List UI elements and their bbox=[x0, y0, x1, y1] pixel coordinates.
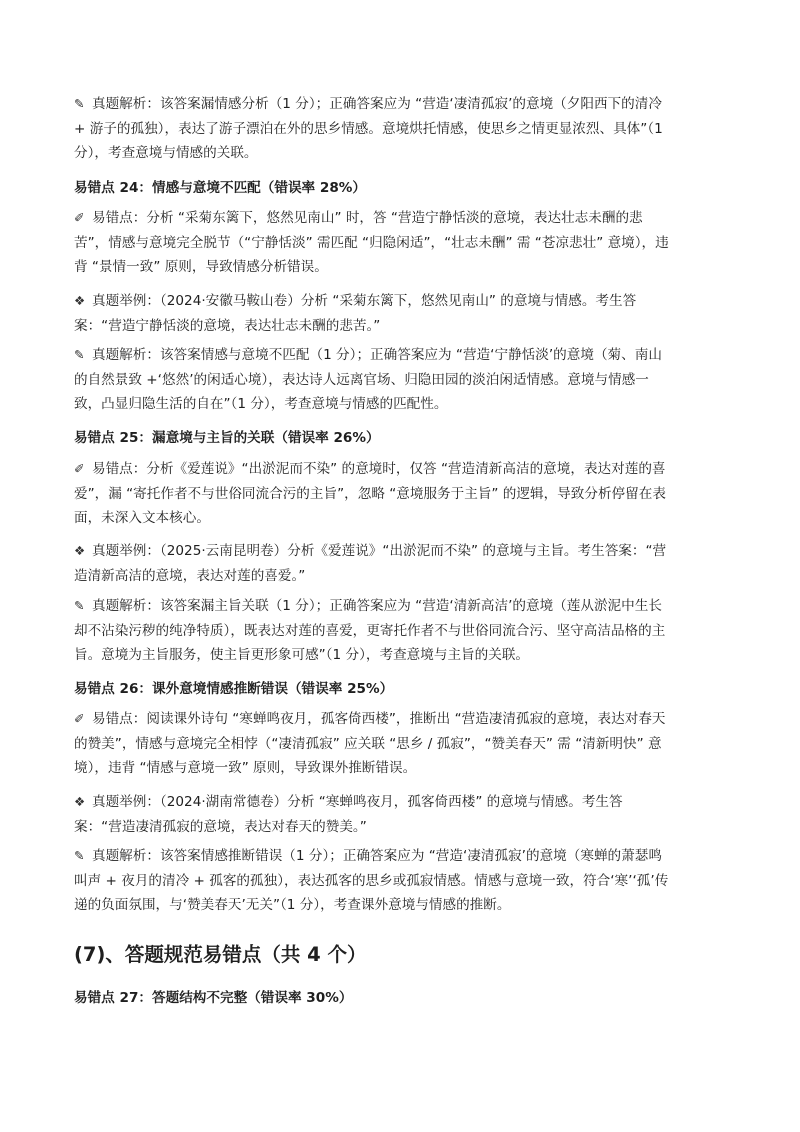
section-title: (7)、答题规范易错点（共 4 个） bbox=[74, 943, 367, 966]
error-description-paragraph bbox=[74, 707, 728, 781]
diamond-bullet-icon: ❖ bbox=[74, 543, 86, 558]
paragraph-line bbox=[74, 506, 728, 531]
paragraph-line bbox=[74, 893, 728, 918]
pencil-edit-icon: ✐ bbox=[74, 210, 85, 225]
error-point-heading bbox=[74, 677, 728, 701]
line-text: 递的负面氛围，与‘赞美春天’无关”（1 分），考查课外意境与情感的推断。 bbox=[74, 897, 511, 913]
paragraph-line bbox=[74, 392, 728, 417]
error-point-heading bbox=[74, 986, 728, 1010]
line-text: 易错点：分析《爱莲说》“出淤泥而不染” 的意境时，仅答 “营造清新高洁的意境，表达对莲的喜 bbox=[92, 461, 666, 477]
error-point-heading bbox=[74, 426, 728, 450]
pencil-icon: ✎ bbox=[74, 96, 85, 111]
line-text: 的自然景致 +‘悠然’的闲适心境），表达诗人远离官场、归隐田园的淡泊闲适情感。意境与情感一 bbox=[74, 371, 649, 388]
line-text: 旨。意境为主旨服务，使主旨更形象可感”（1 分），考查意境与主旨的关联。 bbox=[74, 647, 530, 663]
exam-example-paragraph bbox=[74, 289, 728, 338]
line-text: 爱”，漏 “寄托作者不与世俗同流合污的主旨”，忽略 “意境服务于主旨” 的逻辑，导致分析停留在表 bbox=[74, 485, 666, 502]
paragraph-line bbox=[74, 231, 728, 256]
paragraph-line bbox=[74, 732, 728, 757]
paragraph-line bbox=[74, 92, 728, 117]
line-text: 面，未深入文本核心。 bbox=[74, 510, 210, 526]
line-text: 真题解析：该答案情感与意境不匹配（1 分）；正确答案应为 “营造‘宁静恬淡’的意境（菊、南山 bbox=[92, 347, 662, 363]
error-point-heading bbox=[74, 176, 728, 200]
pencil-icon: ✎ bbox=[74, 347, 85, 362]
error-description-paragraph bbox=[74, 457, 728, 531]
exam-example-paragraph bbox=[74, 790, 728, 839]
diamond-bullet-icon: ❖ bbox=[74, 293, 86, 308]
analysis-paragraph bbox=[74, 844, 728, 918]
paragraph-line bbox=[74, 314, 728, 339]
exam-example-paragraph bbox=[74, 539, 728, 588]
line-text: 易错点：阅读课外诗句 “寒蝉鸣夜月，孤客倚西楼”，推断出 “营造凄清孤寂的意境，表达对春天 bbox=[92, 711, 666, 727]
paragraph-line bbox=[74, 368, 728, 393]
paragraph-line bbox=[74, 117, 728, 142]
paragraph-line bbox=[74, 619, 728, 644]
paragraph-line bbox=[74, 482, 728, 507]
pencil-edit-icon: ✐ bbox=[74, 711, 85, 726]
line-text: 叫声 + 夜月的清冷 + 孤客的孤独），表达孤客的思乡或孤寂情感。情感与意境一致，符合‘寒’‘孤’传 bbox=[74, 872, 669, 889]
error-point-title: 易错点 24：情感与意境不匹配（错误率 28%） bbox=[74, 180, 367, 196]
line-text: 背 “景情一致” 原则，导致情感分析错误。 bbox=[74, 259, 328, 275]
pencil-icon: ✎ bbox=[74, 848, 85, 863]
line-text: 的赞美”，情感与意境完全相悖（“凄清孤寂” 应关联 “思乡 / 孤寂”，“赞美春天” 需 “清新明快” 意 bbox=[74, 735, 662, 752]
line-text: 真题举例：（2024·安徽马鞍山卷）分析 “采菊东篱下，悠然见南山” 的意境与情感。考生答 bbox=[92, 293, 637, 309]
paragraph-line bbox=[74, 790, 728, 815]
section-heading bbox=[74, 940, 728, 970]
error-description-paragraph bbox=[74, 206, 728, 280]
paragraph-line bbox=[74, 343, 728, 368]
paragraph-line bbox=[74, 206, 728, 231]
error-point-title: 易错点 27：答题结构不完整（错误率 30%） bbox=[74, 990, 353, 1006]
line-text: 真题举例：（2024·湖南常德卷）分析 “寒蝉鸣夜月，孤客倚西楼” 的意境与情感。考生答 bbox=[92, 794, 623, 810]
paragraph-line bbox=[74, 564, 728, 589]
error-point-title: 易错点 26：课外意境情感推断错误（错误率 25%） bbox=[74, 681, 394, 697]
paragraph-line bbox=[74, 289, 728, 314]
paragraph-line bbox=[74, 539, 728, 564]
line-text: 分），考查意境与情感的关联。 bbox=[74, 145, 258, 161]
analysis-paragraph bbox=[74, 92, 728, 166]
analysis-paragraph bbox=[74, 594, 728, 668]
line-text: 案：“营造凄清孤寂的意境，表达对春天的赞美。” bbox=[74, 818, 367, 835]
line-text: 却不沾染污秽的纯净特质），既表达对莲的喜爱，更寄托作者不与世俗同流合污、坚守高洁品格的主 bbox=[74, 622, 666, 639]
pencil-icon: ✎ bbox=[74, 598, 85, 613]
line-text: 案：“营造宁静恬淡的意境，表达壮志未酬的悲苦。” bbox=[74, 317, 381, 334]
line-text: 真题解析：该答案漏情感分析（1 分）；正确答案应为 “营造‘凄清孤寂’的意境（夕阳西下的清冷 bbox=[92, 96, 662, 112]
paragraph-line bbox=[74, 457, 728, 482]
paragraph-line bbox=[74, 707, 728, 732]
paragraph-line bbox=[74, 141, 728, 166]
pencil-edit-icon: ✐ bbox=[74, 461, 85, 476]
line-text: 苦”，情感与意境完全脱节（“宁静恬淡” 需匹配 “归隐闲适”，“壮志未酬” 需 “苍凉悲壮” 意境），违 bbox=[74, 234, 669, 251]
paragraph-line bbox=[74, 255, 728, 280]
error-point-title: 易错点 25：漏意境与主旨的关联（错误率 26%） bbox=[74, 430, 380, 446]
paragraph-line bbox=[74, 815, 728, 840]
analysis-paragraph bbox=[74, 343, 728, 417]
line-text: 易错点：分析 “采菊东篱下，悠然见南山” 时，答 “营造宁静恬淡的意境，表达壮志未酬的悲 bbox=[92, 210, 643, 226]
paragraph-line bbox=[74, 844, 728, 869]
line-text: 真题解析：该答案漏主旨关联（1 分）；正确答案应为 “营造‘清新高洁’的意境（莲从淤泥中生长 bbox=[92, 598, 662, 614]
paragraph-line bbox=[74, 756, 728, 781]
paragraph-line bbox=[74, 643, 728, 668]
line-text: 境），违背 “情感与意境一致” 原则，导致课外推断错误。 bbox=[74, 760, 417, 776]
paragraph-line bbox=[74, 594, 728, 619]
paragraph-line bbox=[74, 869, 728, 894]
line-text: 真题举例：（2025·云南昆明卷）分析《爱莲说》“出淤泥而不染” 的意境与主旨。考生答案：“营 bbox=[92, 543, 667, 559]
line-text: 造清新高洁的意境，表达对莲的喜爱。” bbox=[74, 567, 306, 584]
line-text: 致，凸显归隐生活的自在”（1 分），考查意境与情感的匹配性。 bbox=[74, 396, 448, 412]
diamond-bullet-icon: ❖ bbox=[74, 794, 86, 809]
line-text: 真题解析：该答案情感推断错误（1 分）；正确答案应为 “营造‘凄清孤寂’的意境（寒蝉的萧瑟鸣 bbox=[92, 848, 662, 864]
line-text: + 游子的孤独），表达了游子漂泊在外的思乡情感。意境烘托情感，使思乡之情更显浓烈、具体”（1 bbox=[74, 120, 663, 137]
